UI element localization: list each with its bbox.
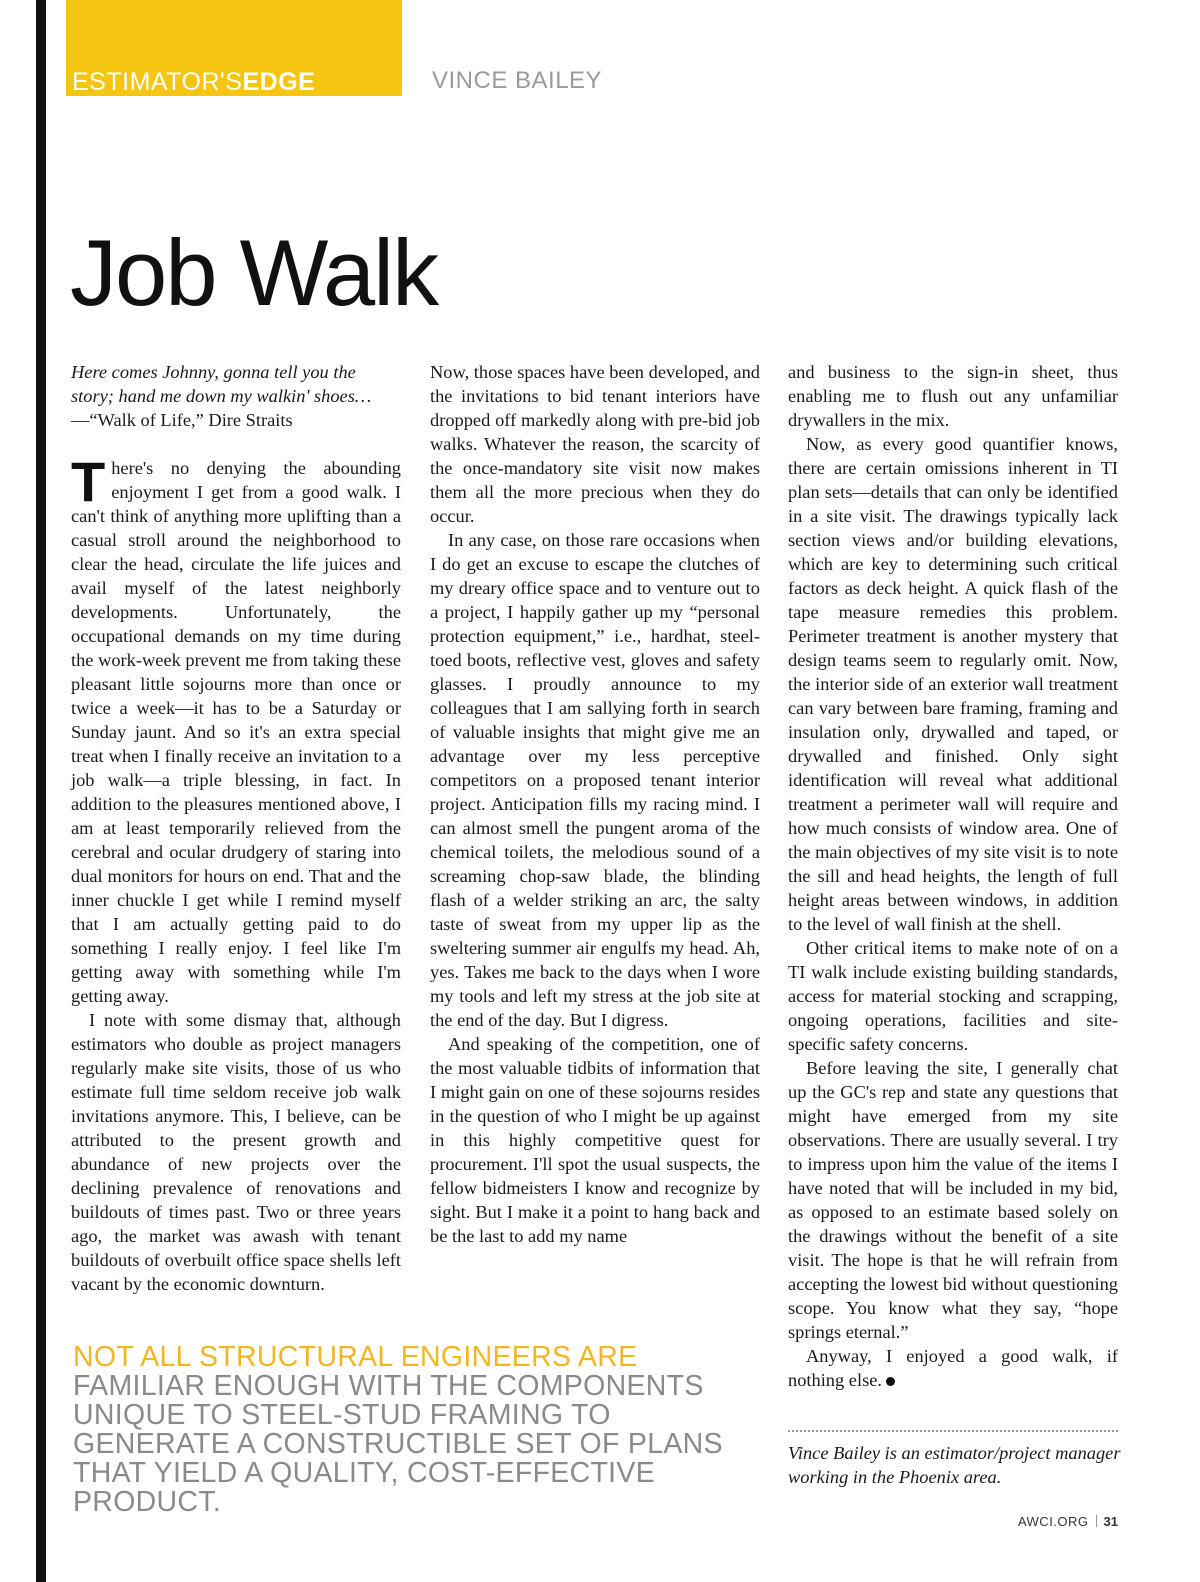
footer-site: AWCI.ORG xyxy=(1017,1514,1089,1529)
paragraph-5: Now, as every good quantifier knows, there are certain omissions inherent in TI plan sets—details that can only be identified in a site visit. The drawings typically lack section views and/or building elevations, which are key to determining such critical factors as deck height. A quick flash of the tape measure remedies this problem. Perimeter treatment is another mystery that design teams seem to regularly omit. Now, the interior side of an exterior wall treatment can vary between bare framing, framing and insulation only, drywalled and taped, or drywalled and finished. Only sight identification will reveal what additional treatment a perimeter wall will require and how much consists of window area. One of the main objectives of my site visit is to note the sill and head heights, the length of full height areas between windows, in addition to the level of wall finish at the shell. xyxy=(788,434,1118,934)
department-banner xyxy=(66,0,402,96)
pull-quote-lead: NOT ALL STRUCTURAL ENGINEERS ARE xyxy=(73,1341,638,1373)
drop-cap: T xyxy=(71,450,106,513)
page-number: 31 xyxy=(1103,1514,1118,1529)
author-tag: VINCE BAILEY xyxy=(432,67,603,94)
column-3 xyxy=(788,360,1118,1392)
bio-divider xyxy=(788,1430,1118,1432)
epigraph: Here comes Johnny, gonna tell you the story; hand me down my walkin' shoes…—“Walk of Life,” Dire Straits xyxy=(71,362,372,430)
end-mark-icon xyxy=(886,1377,895,1386)
column-1 xyxy=(71,360,401,1296)
left-margin-rule xyxy=(36,0,46,1582)
paragraph-2-part-2: Now, those spaces have been developed, and the invitations to bid tenant interiors have dropped off markedly along with pre-bid job walks. Whatever the reason, the scarcity of the once-mandatory site visit now makes them all the more precious when they do occur. xyxy=(430,362,760,526)
paragraph-7: Before leaving the site, I generally chat up the GC's rep and state any questions that might have emerged from my site observations. There are usually several. I try to impress upon him the value of the items I have noted that will be included in my bid, as opposed to an estimate based solely on the drawings without the benefit of a site visit. The hope is that he will refrain from accepting the lowest bid without questioning scope. You know what they say, “hope springs eternal.” xyxy=(788,1058,1118,1342)
department-label: ESTIMATOR'SEDGE xyxy=(72,68,316,96)
paragraph-4-part-2: and business to the sign-in sheet, thus enabling me to flush out any unfamiliar drywallers in the mix. xyxy=(788,362,1118,430)
paragraph-3: In any case, on those rare occasions when I do get an excuse to escape the clutches of my dreary office space and to venture out to a project, I happily gather up my “personal protection equipment,” i.e., hardhat, steel-toed boots, reflective vest, gloves and safety glasses. I proudly announce to my colleagues that I am sallying forth in search of valuable insights that might give me an advantage over my less perceptive competitors on a proposed tenant interior project. Anticipation fills my racing mind. I can almost smell the pungent aroma of the chemical toilets, the melodious sound of a screaming chop-saw blade, the blinding flash of a welder striking an arc, the salty taste of sweat from my upper lip as the sweltering summer air engulfs my head. Ah, yes. Takes me back to the days when I wore my tools and left my stress at the job site at the end of the day. But I digress. xyxy=(430,530,760,1030)
article-title: Job Walk xyxy=(70,220,438,325)
paragraph-6: Other critical items to make note of on a TI walk include existing building standards, access for material stocking and scrapping, ongoing operations, facilities and site-specific safety concerns. xyxy=(788,938,1118,1054)
epigraph-credit: —“Walk of Life,” Dire Straits xyxy=(71,410,293,430)
paragraph-8: Anyway, I enjoyed a good walk, if nothing else. xyxy=(788,1346,1118,1390)
footer-separator xyxy=(1096,1515,1097,1527)
column-2 xyxy=(430,360,760,1248)
paragraph-2-part-1: I note with some dismay that, although estimators who double as project managers regularly make site visits, those of us who estimate full time seldom receive job walk invitations anymore. This, I believe, can be attributed to the present growth and abundance of new projects over the declining prevalence of renovations and buildouts of times past. Two or three years ago, the market was awash with tenant buildouts of overbuilt office space shells left vacant by the economic downturn. xyxy=(71,1010,401,1294)
author-bio: Vince Bailey is an estimator/project manager working in the Phoenix area. xyxy=(788,1443,1121,1487)
pull-quote-rest: FAMILIAR ENOUGH WITH THE COMPONENTS UNIQUE TO STEEL-STUD FRAMING TO GENERATE A CONSTRUCTIBLE SET OF PLANS THAT YIELD A QUALITY, COST-EFFECTIVE PRODUCT. xyxy=(73,1370,723,1518)
paragraph-1: There's no denying the abounding enjoyment I get from a good walk. I can't think of anything more uplifting than a casual stroll around the neighborhood to clear the head, circulate the life juices and avail myself of the latest neighborly developments. Unfortunately, the occupational demands on my time during the work-week prevent me from taking these pleasant little sojourns more than once or twice a week—it has to be a Saturday or Sunday jaunt. And so it's an extra special treat when I finally receive an invitation to a job walk—a triple blessing, in fact. In addition to the pleasures mentioned above, I am at least temporarily relieved from the cerebral and ocular drudgery of staring into dual monitors for hours on end. That and the inner chuckle I get while I remind myself that I am actually getting paid to do something I really enjoy. I feel like I'm getting away with something while I'm getting away. xyxy=(71,450,401,1006)
pull-quote xyxy=(73,1343,773,1517)
paragraph-4-part-1: And speaking of the competition, one of the most valuable tidbits of information that I might gain on one of these sojourns resides in the question of who I might be up against in this highly competitive quest for procurement. I'll spot the usual suspects, the fellow bidmeisters I know and recognize by sight. But I make it a point to hang back and be the last to add my name xyxy=(430,1034,760,1246)
page-footer xyxy=(1018,1514,1118,1529)
